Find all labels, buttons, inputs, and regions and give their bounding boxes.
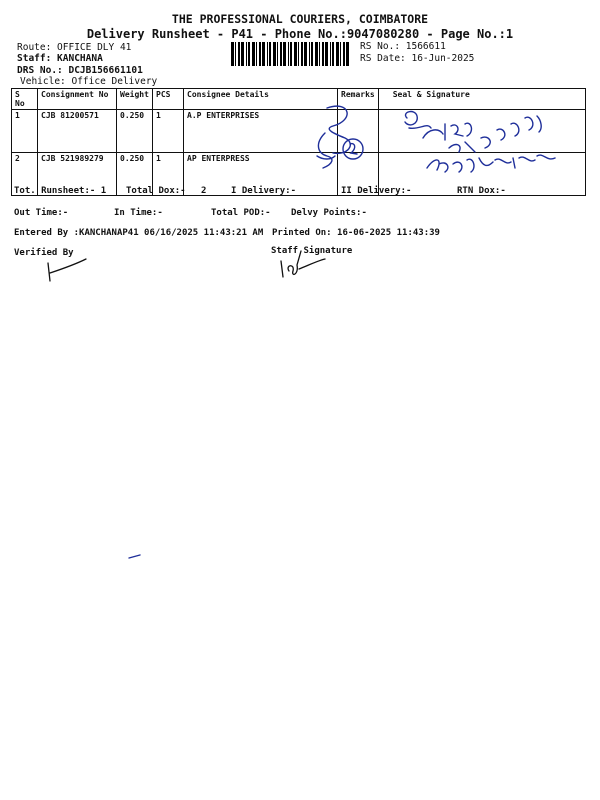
staff-handwritten-signature (275, 245, 335, 280)
total-pod: Total POD:- (211, 208, 271, 218)
rs-number: RS No.: 1566611 (360, 41, 446, 52)
rs-date: RS Date: 16-Jun-2025 (360, 53, 475, 64)
barcode-bar (315, 42, 318, 66)
barcode-bar (304, 42, 307, 66)
barcode-bar (248, 42, 250, 66)
route-text: Route: OFFICE DLY 41 (17, 42, 132, 53)
barcode-bar (288, 42, 289, 66)
entered-by: Entered By :KANCHANAP41 06/16/2025 11:43:21 AM (14, 228, 264, 238)
staff-signature-label: Staff Signature (271, 246, 353, 256)
rtn-dox: RTN Dox:- (457, 186, 506, 196)
barcode-bar (277, 42, 278, 66)
barcode-bar (252, 42, 255, 66)
col-sno: S No (12, 89, 38, 110)
printed-on: Printed On: 16-06-2025 11:43:39 (272, 228, 440, 238)
barcode-bar (309, 42, 310, 66)
handwritten-signature (305, 98, 585, 188)
barcode-bar (311, 42, 313, 66)
barcode-bar (267, 42, 268, 66)
col-remarks: Remarks (338, 89, 379, 110)
barcode-bar (273, 42, 276, 66)
cell-weight: 0.250 (117, 110, 153, 153)
barcode-bar (241, 42, 244, 66)
col-consignment: Consignment No (38, 89, 117, 110)
verified-by-label: Verified By (14, 248, 74, 258)
barcode-bar (280, 42, 282, 66)
barcode-bar (346, 42, 349, 66)
cell-consignee: A.P ENTERPRISES (184, 110, 338, 153)
barcode-bar (238, 42, 240, 66)
barcode-bar (290, 42, 292, 66)
barcode (229, 42, 354, 66)
cell-consignment: CJB 81200571 (38, 110, 117, 153)
verifier-signature (40, 255, 100, 285)
col-seal-signature: Seal & Signature (378, 89, 585, 110)
barcode-bar (332, 42, 334, 66)
staff-text: Staff: KANCHANA (17, 53, 103, 64)
ink-mark (128, 553, 142, 561)
barcode-bar (235, 42, 236, 66)
in-time: In Time:- (114, 208, 163, 218)
cell-pcs: 1 (153, 153, 184, 196)
barcode-bar (256, 42, 257, 66)
barcode-bar (301, 42, 303, 66)
barcode-bar (259, 42, 261, 66)
cell-sno: 1 (12, 110, 38, 153)
vehicle-text: Vehicle: Office Delivery (20, 76, 158, 87)
barcode-bar (325, 42, 328, 66)
barcode-bar (231, 42, 234, 66)
tot-runsheet: Tot. Runsheet:- 1 (14, 186, 107, 196)
i-delivery: I Delivery:- (231, 186, 297, 196)
col-consignee: Consignee Details (184, 89, 338, 110)
barcode-bar (298, 42, 299, 66)
barcode-bar (294, 42, 297, 66)
total-dox-value: 2 (201, 186, 207, 196)
company-title: THE PROFESSIONAL COURIERS, COIMBATORE (171, 12, 429, 26)
delvy-points: Delvy Points:- (291, 208, 367, 218)
cell-consignment: CJB 521989279 (38, 153, 117, 196)
barcode-bar (343, 42, 345, 66)
cell-pcs: 1 (153, 110, 184, 153)
ii-delivery: II Delivery:- (341, 186, 412, 196)
barcode-bar (269, 42, 271, 66)
total-dox-label: Total Dox:- (126, 186, 186, 196)
barcode-bar (262, 42, 265, 66)
out-time: Out Time:- (14, 208, 69, 218)
drs-number: DRS No.: DCJB156661101 (17, 65, 143, 76)
barcode-bar (322, 42, 324, 66)
runsheet-subtitle: Delivery Runsheet - P41 - Phone No.:9047080280 - Page No.:1 (86, 27, 514, 41)
col-weight: Weight (117, 89, 153, 110)
cell-consignee: AP ENTERPRESS (184, 153, 338, 196)
col-pcs: PCS (153, 89, 184, 110)
barcode-bar (336, 42, 339, 66)
barcode-bar (283, 42, 286, 66)
cell-sno: 2 (12, 153, 38, 196)
barcode-bar (330, 42, 331, 66)
cell-weight: 0.250 (117, 153, 153, 196)
barcode-bar (319, 42, 320, 66)
barcode-bar (340, 42, 341, 66)
barcode-bar (246, 42, 247, 66)
